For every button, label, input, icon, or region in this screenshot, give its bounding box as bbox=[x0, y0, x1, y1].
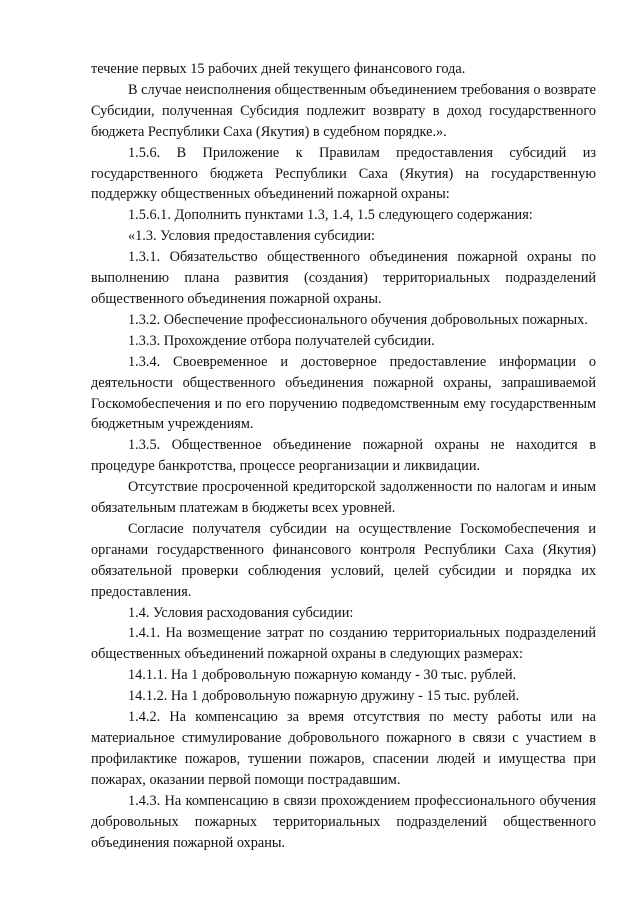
document-body bbox=[91, 59, 596, 853]
paragraph-consent: Согласие получателя субсидии на осуществление Госкомобеспечения и органами государственного финансового контроля Республики Саха (Якутия) обязательной проверки соблюдения условий, целей субсидии и порядка их предоставления. bbox=[91, 520, 596, 600]
paragraph-1-3-3: 1.3.3. Прохождение отбора получателей субсидии. bbox=[128, 332, 435, 349]
paragraph-1-5-6-1: 1.5.6.1. Дополнить пунктами 1.3, 1.4, 1.5 следующего содержания: bbox=[128, 207, 533, 224]
paragraph-1-3-5: 1.3.5. Общественное объединение пожарной охраны не находится в процедуре банкротства, процессе реорганизации и ликвидации. bbox=[91, 437, 596, 475]
paragraph-1-4-2: 1.4.2. На компенсацию за время отсутствия по месту работы или на материальное стимулирование добровольного пожарного в связи с участием в профилактике пожаров, тушении пожаров, спасении людей и имущества при пожарах, оказании первой помощи пострадавшим. bbox=[91, 709, 596, 788]
paragraph-1-3-1: 1.3.1. Обязательство общественного объединения пожарной охраны по выполнению плана развития (создания) территориальных подразделений общественного объединения пожарной охраны. bbox=[91, 249, 596, 307]
paragraph-no-debt: Отсутствие просроченной кредиторской задолженности по налогам и иным обязательным платежам в бюджеты всех уровней. bbox=[91, 479, 596, 517]
paragraph-14-1-1: 14.1.1. На 1 добровольную пожарную команду - 30 тыс. рублей. bbox=[128, 667, 517, 684]
paragraph-1-3-2: 1.3.2. Обеспечение профессионального обучения добровольных пожарных. bbox=[128, 311, 588, 328]
paragraph-1-4-3: 1.4.3. На компенсацию в связи прохождением профессионального обучения добровольных пожарных территориальных подразделений общественного объединения пожарной охраны. bbox=[91, 792, 596, 851]
paragraph-continuation: течение первых 15 рабочих дней текущего финансового года. bbox=[91, 61, 466, 77]
paragraph-1-4-1: 1.4.1. На возмещение затрат по созданию территориальных подразделений общественных объединений пожарной охраны в следующих размерах: bbox=[91, 625, 596, 663]
paragraph-1-3-heading: «1.3. Условия предоставления субсидии: bbox=[128, 228, 376, 245]
paragraph-14-1-2: 14.1.2. На 1 добровольную пожарную дружину - 15 тыс. рублей. bbox=[128, 688, 520, 705]
paragraph-1-4-heading: 1.4. Условия расходования субсидии: bbox=[128, 604, 354, 621]
paragraph-subsidy-refund: В случае неисполнения общественным объединением требования о возврате Субсидии, полученная Субсидия подлежит возврату в доход государственного бюджета Республики Саха (Якутия) в судебном порядке.». bbox=[91, 81, 596, 140]
paragraph-1-3-4: 1.3.4. Своевременное и достоверное предоставление информации о деятельности общественного объединения пожарной охраны, запрашиваемой Госкомобеспечения и по его поручению подведомственным ему государственным бюджетным учреждениям. bbox=[91, 353, 596, 433]
paragraph-1-5-6: 1.5.6. В Приложение к Правилам предоставления субсидий из государственного бюджета Республики Саха (Якутия) на государственную поддержку общественных объединений пожарной охраны: bbox=[91, 144, 596, 203]
